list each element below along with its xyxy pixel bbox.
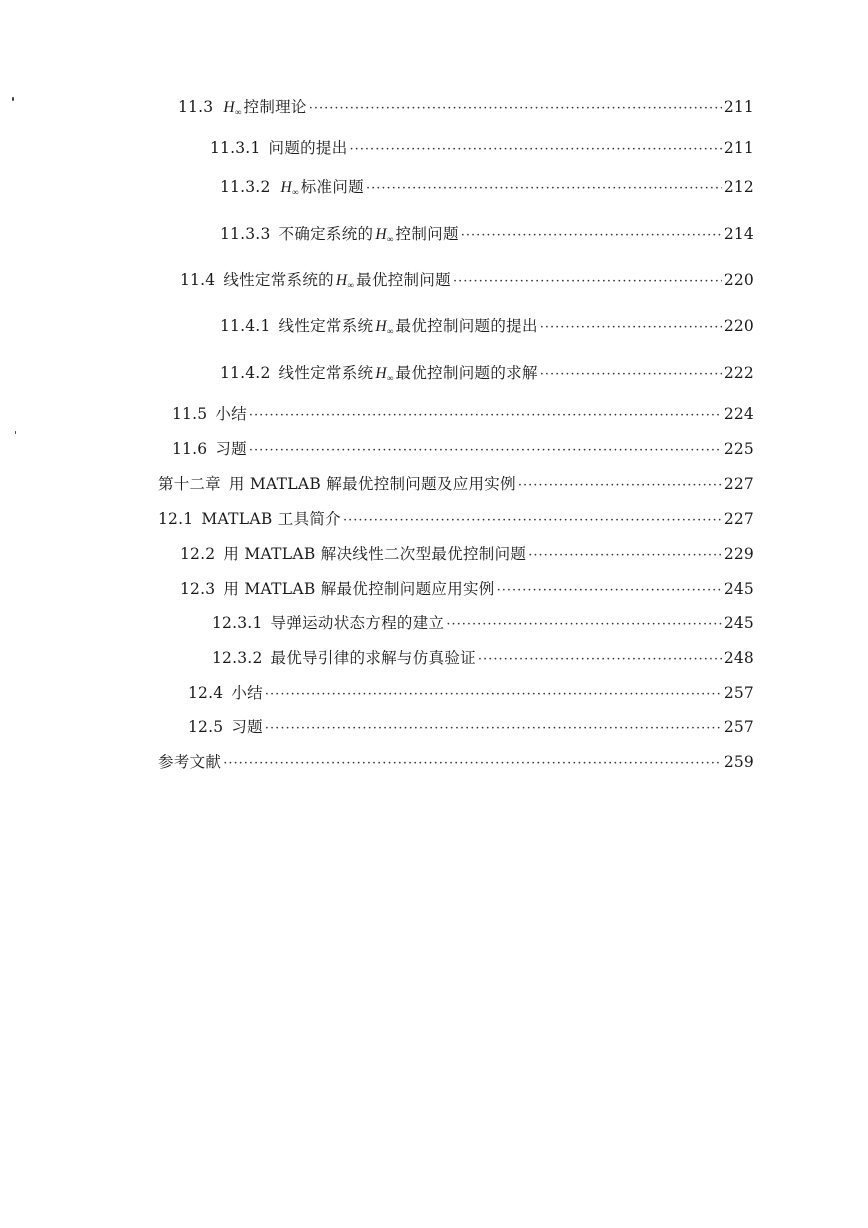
title-text: 不确定系统的: [278, 225, 374, 243]
toc-entry-page: 259: [723, 753, 754, 771]
toc-entry-page: 257: [723, 718, 754, 736]
title-text: 参考文献: [158, 753, 222, 771]
dot-leader: [497, 581, 722, 601]
toc-entry-number: 11.4.2: [220, 364, 271, 382]
toc-entry-number: 第十二章: [158, 475, 221, 493]
title-text: 线性定常系统: [278, 317, 374, 335]
toc-entry-title: [223, 544, 526, 564]
h-infinity-symbol: $H_\infty$: [335, 272, 355, 290]
toc-entry-title: [279, 363, 538, 388]
toc-entry-number: 12.3: [180, 580, 216, 598]
h-infinity-symbol: $H_\infty$: [280, 179, 299, 197]
toc-entry-title: [215, 439, 247, 459]
toc-entry-title: [271, 648, 476, 668]
toc-entry[interactable]: [210, 138, 754, 160]
title-text: 线性定常系统: [278, 364, 374, 382]
toc-entry-number: 11.3.1: [210, 139, 261, 157]
dot-leader: [540, 365, 722, 385]
toc-entry-title: [269, 138, 348, 158]
toc-entry-title: [231, 683, 263, 703]
title-text: MATLAB 工具简介: [201, 510, 341, 528]
toc-entry-page: 225: [723, 440, 754, 458]
dot-leader: [249, 441, 722, 461]
toc-entry-number: 11.6: [172, 440, 208, 458]
toc-entry-page: 245: [723, 614, 754, 632]
toc-entry[interactable]: [158, 509, 754, 531]
toc-entry-number: 12.1: [158, 510, 194, 528]
toc-entry-title: [279, 177, 364, 202]
toc-entry[interactable]: [178, 97, 754, 122]
toc-entry[interactable]: [220, 224, 754, 249]
toc-entry-number: 12.3.1: [212, 614, 263, 632]
dot-leader: [446, 615, 721, 635]
title-text: 控制问题: [395, 225, 459, 243]
toc-entry-page: 229: [723, 545, 754, 563]
toc-entry-title: [223, 270, 451, 295]
toc-entry-page: 212: [723, 178, 754, 196]
dot-leader: [265, 685, 722, 705]
title-text: 用 MATLAB 解最优控制问题及应用实例: [228, 475, 516, 493]
toc-entry[interactable]: [180, 579, 754, 601]
toc-entry-number: 12.2: [180, 545, 216, 563]
h-infinity-symbol: $H_\infty$: [375, 226, 394, 244]
toc-entry-title: [231, 717, 263, 737]
toc-entry-page: 245: [723, 580, 754, 598]
title-text: 最优控制问题的求解: [395, 364, 538, 382]
toc-entry-page: 224: [723, 405, 754, 423]
toc-entry-page: 227: [723, 475, 754, 493]
toc-entry-title: [201, 509, 341, 529]
title-text: 最优导引律的求解与仿真验证: [270, 649, 476, 667]
toc-entry[interactable]: [172, 439, 754, 461]
toc-entry[interactable]: [212, 613, 754, 635]
dot-leader: [249, 406, 722, 426]
dot-leader: [223, 754, 722, 774]
toc-entry-page: 248: [723, 649, 754, 667]
toc-entry[interactable]: [158, 474, 754, 496]
toc-entry[interactable]: [158, 752, 754, 774]
title-text: 线性定常系统的: [223, 271, 334, 289]
toc-entry[interactable]: [188, 717, 754, 739]
toc-entry-title: [221, 97, 306, 122]
toc-entry[interactable]: [188, 683, 754, 705]
h-infinity-symbol: $H_\infty$: [375, 318, 394, 336]
toc-entry-number: 11.3.3: [220, 225, 271, 243]
toc-entry[interactable]: [220, 363, 754, 388]
dot-leader: [350, 140, 722, 160]
h-infinity-symbol: $H_\infty$: [223, 99, 242, 117]
toc-entry-number: 11.5: [172, 405, 208, 423]
toc-entry[interactable]: [220, 177, 754, 202]
toc-entry-number: 12.5: [188, 718, 224, 736]
toc-entry-title: [215, 404, 247, 424]
toc-entry-page: 257: [723, 684, 754, 702]
toc-entry[interactable]: [172, 404, 754, 426]
dot-leader: [265, 719, 722, 739]
toc-entry-page: 222: [723, 364, 754, 382]
toc-entry-page: 211: [723, 98, 754, 116]
toc-entry-title: [223, 579, 494, 599]
dot-leader: [309, 99, 722, 119]
dot-leader: [366, 179, 722, 199]
dot-leader: [518, 476, 722, 496]
toc-entry-number: 11.3.2: [220, 178, 271, 196]
dot-leader: [540, 318, 722, 338]
toc-entry-number: 11.3: [178, 98, 214, 116]
toc-entry-title: [229, 474, 516, 494]
toc-entry-title: [279, 224, 459, 249]
toc-entry[interactable]: [180, 544, 754, 566]
title-text: 标准问题: [300, 178, 364, 196]
toc-entry-number: 12.4: [188, 684, 224, 702]
title-text: 习题: [231, 718, 263, 736]
title-text: 最优控制问题的提出: [395, 317, 538, 335]
title-text: 导弹运动状态方程的建立: [270, 614, 445, 632]
title-text: 用 MATLAB 解决线性二次型最优控制问题: [223, 545, 527, 563]
toc-entry[interactable]: [212, 648, 754, 670]
title-text: 最优控制问题: [356, 271, 451, 289]
toc-entry[interactable]: [220, 316, 754, 341]
dot-leader: [453, 272, 722, 292]
title-text: 用 MATLAB 解最优控制问题应用实例: [223, 580, 495, 598]
title-text: 控制理论: [243, 98, 307, 116]
h-infinity-symbol: $H_\infty$: [375, 365, 394, 383]
toc-entry-number: 12.3.2: [212, 649, 263, 667]
dot-leader: [461, 226, 722, 246]
dot-leader: [528, 546, 722, 566]
toc-entry-number: 11.4.1: [220, 317, 271, 335]
toc-entry-page: 220: [723, 317, 754, 335]
dot-leader: [478, 650, 722, 670]
toc-entry-title: [271, 613, 445, 633]
toc-entry-title: [158, 752, 221, 772]
toc-entry-page: 211: [723, 139, 754, 157]
title-text: 问题的提出: [268, 139, 348, 157]
toc-entry-page: 214: [723, 225, 754, 243]
toc-entry[interactable]: [180, 270, 754, 295]
title-text: 小结: [215, 405, 247, 423]
toc-entry-title: [279, 316, 538, 341]
title-text: 习题: [215, 440, 247, 458]
dot-leader: [343, 511, 722, 531]
toc-entry-page: 220: [723, 271, 754, 289]
title-text: 小结: [231, 684, 263, 702]
scan-speck: [15, 431, 16, 434]
scan-speck: [12, 97, 14, 101]
toc-entry-page: 227: [723, 510, 754, 528]
toc-entry-number: 11.4: [180, 271, 216, 289]
